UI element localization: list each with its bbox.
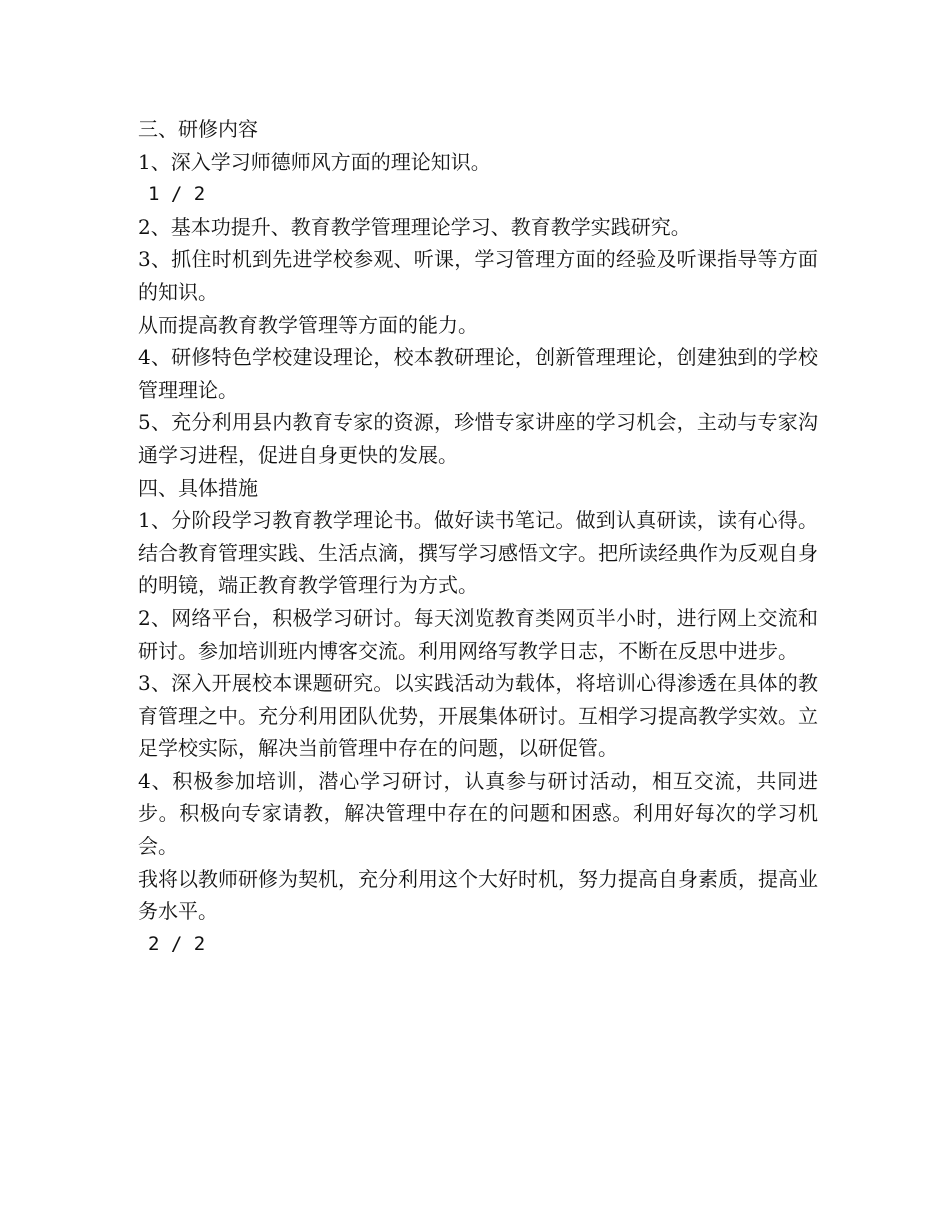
section-3-item-3-continued: 从而提高教育教学管理等方面的能力。 bbox=[138, 312, 478, 337]
section-4-item-4: 4、积极参加培训，潜心学习研讨，认真参与研讨活动，相互交流，共同进步。积极向专家请教，解决管理中存在的问题和困惑。利用好每次的学习机会。 bbox=[138, 768, 818, 859]
section-3-item-3: 3、抓住时机到先进学校参观、听课，学习管理方面的经验及听课指导等方面的知识。 bbox=[138, 247, 818, 304]
section-3-heading: 三、研修内容 bbox=[138, 117, 258, 141]
page-marker-1: 1 / 2 bbox=[148, 183, 206, 206]
section-3-item-5: 5、充分利用县内教育专家的资源，珍惜专家讲座的学习机会，主动与专家沟通学习进程，促进自身更快的发展。 bbox=[138, 410, 818, 467]
section-3-item-2: 2、基本功提升、教育教学管理理论学习、教育教学实践研究。 bbox=[138, 214, 691, 239]
section-3-item-1: 1、深入学习师德师风方面的理论知识。 bbox=[138, 149, 491, 174]
document-body bbox=[138, 113, 818, 960]
section-4-item-1: 1、分阶段学习教育教学理论书。做好读书笔记。做到认真研读，读有心得。结合教育管理实践、生活点滴，撰写学习感悟文字。把所读经典作为反观自身的明镜，端正教育教学管理行为方式。 bbox=[138, 508, 818, 598]
section-3-item-4: 4、研修特色学校建设理论，校本教研理论，创新管理理论，创建独到的学校管理理论。 bbox=[138, 345, 818, 402]
closing-paragraph: 我将以教师研修为契机，充分利用这个大好时机，努力提高自身素质，提高业务水平。 bbox=[138, 866, 818, 924]
section-4-heading: 四、具体措施 bbox=[138, 475, 258, 500]
section-4-item-3: 3、深入开展校本课题研究。以实践活动为载体，将培训心得渗透在具体的教育管理之中。充分利用团队优势，开展集体研讨。互相学习提高教学实效。立足学校实际，解决当前管理中存在的问题，以研促管。 bbox=[138, 671, 818, 761]
page-marker-2: 2 / 2 bbox=[148, 932, 206, 955]
section-4-item-2: 2、网络平台，积极学习研讨。每天浏览教育类网页半小时，进行网上交流和研讨。参加培训班内博客交流。利用网络写教学日志，不断在反思中进步。 bbox=[138, 605, 818, 663]
